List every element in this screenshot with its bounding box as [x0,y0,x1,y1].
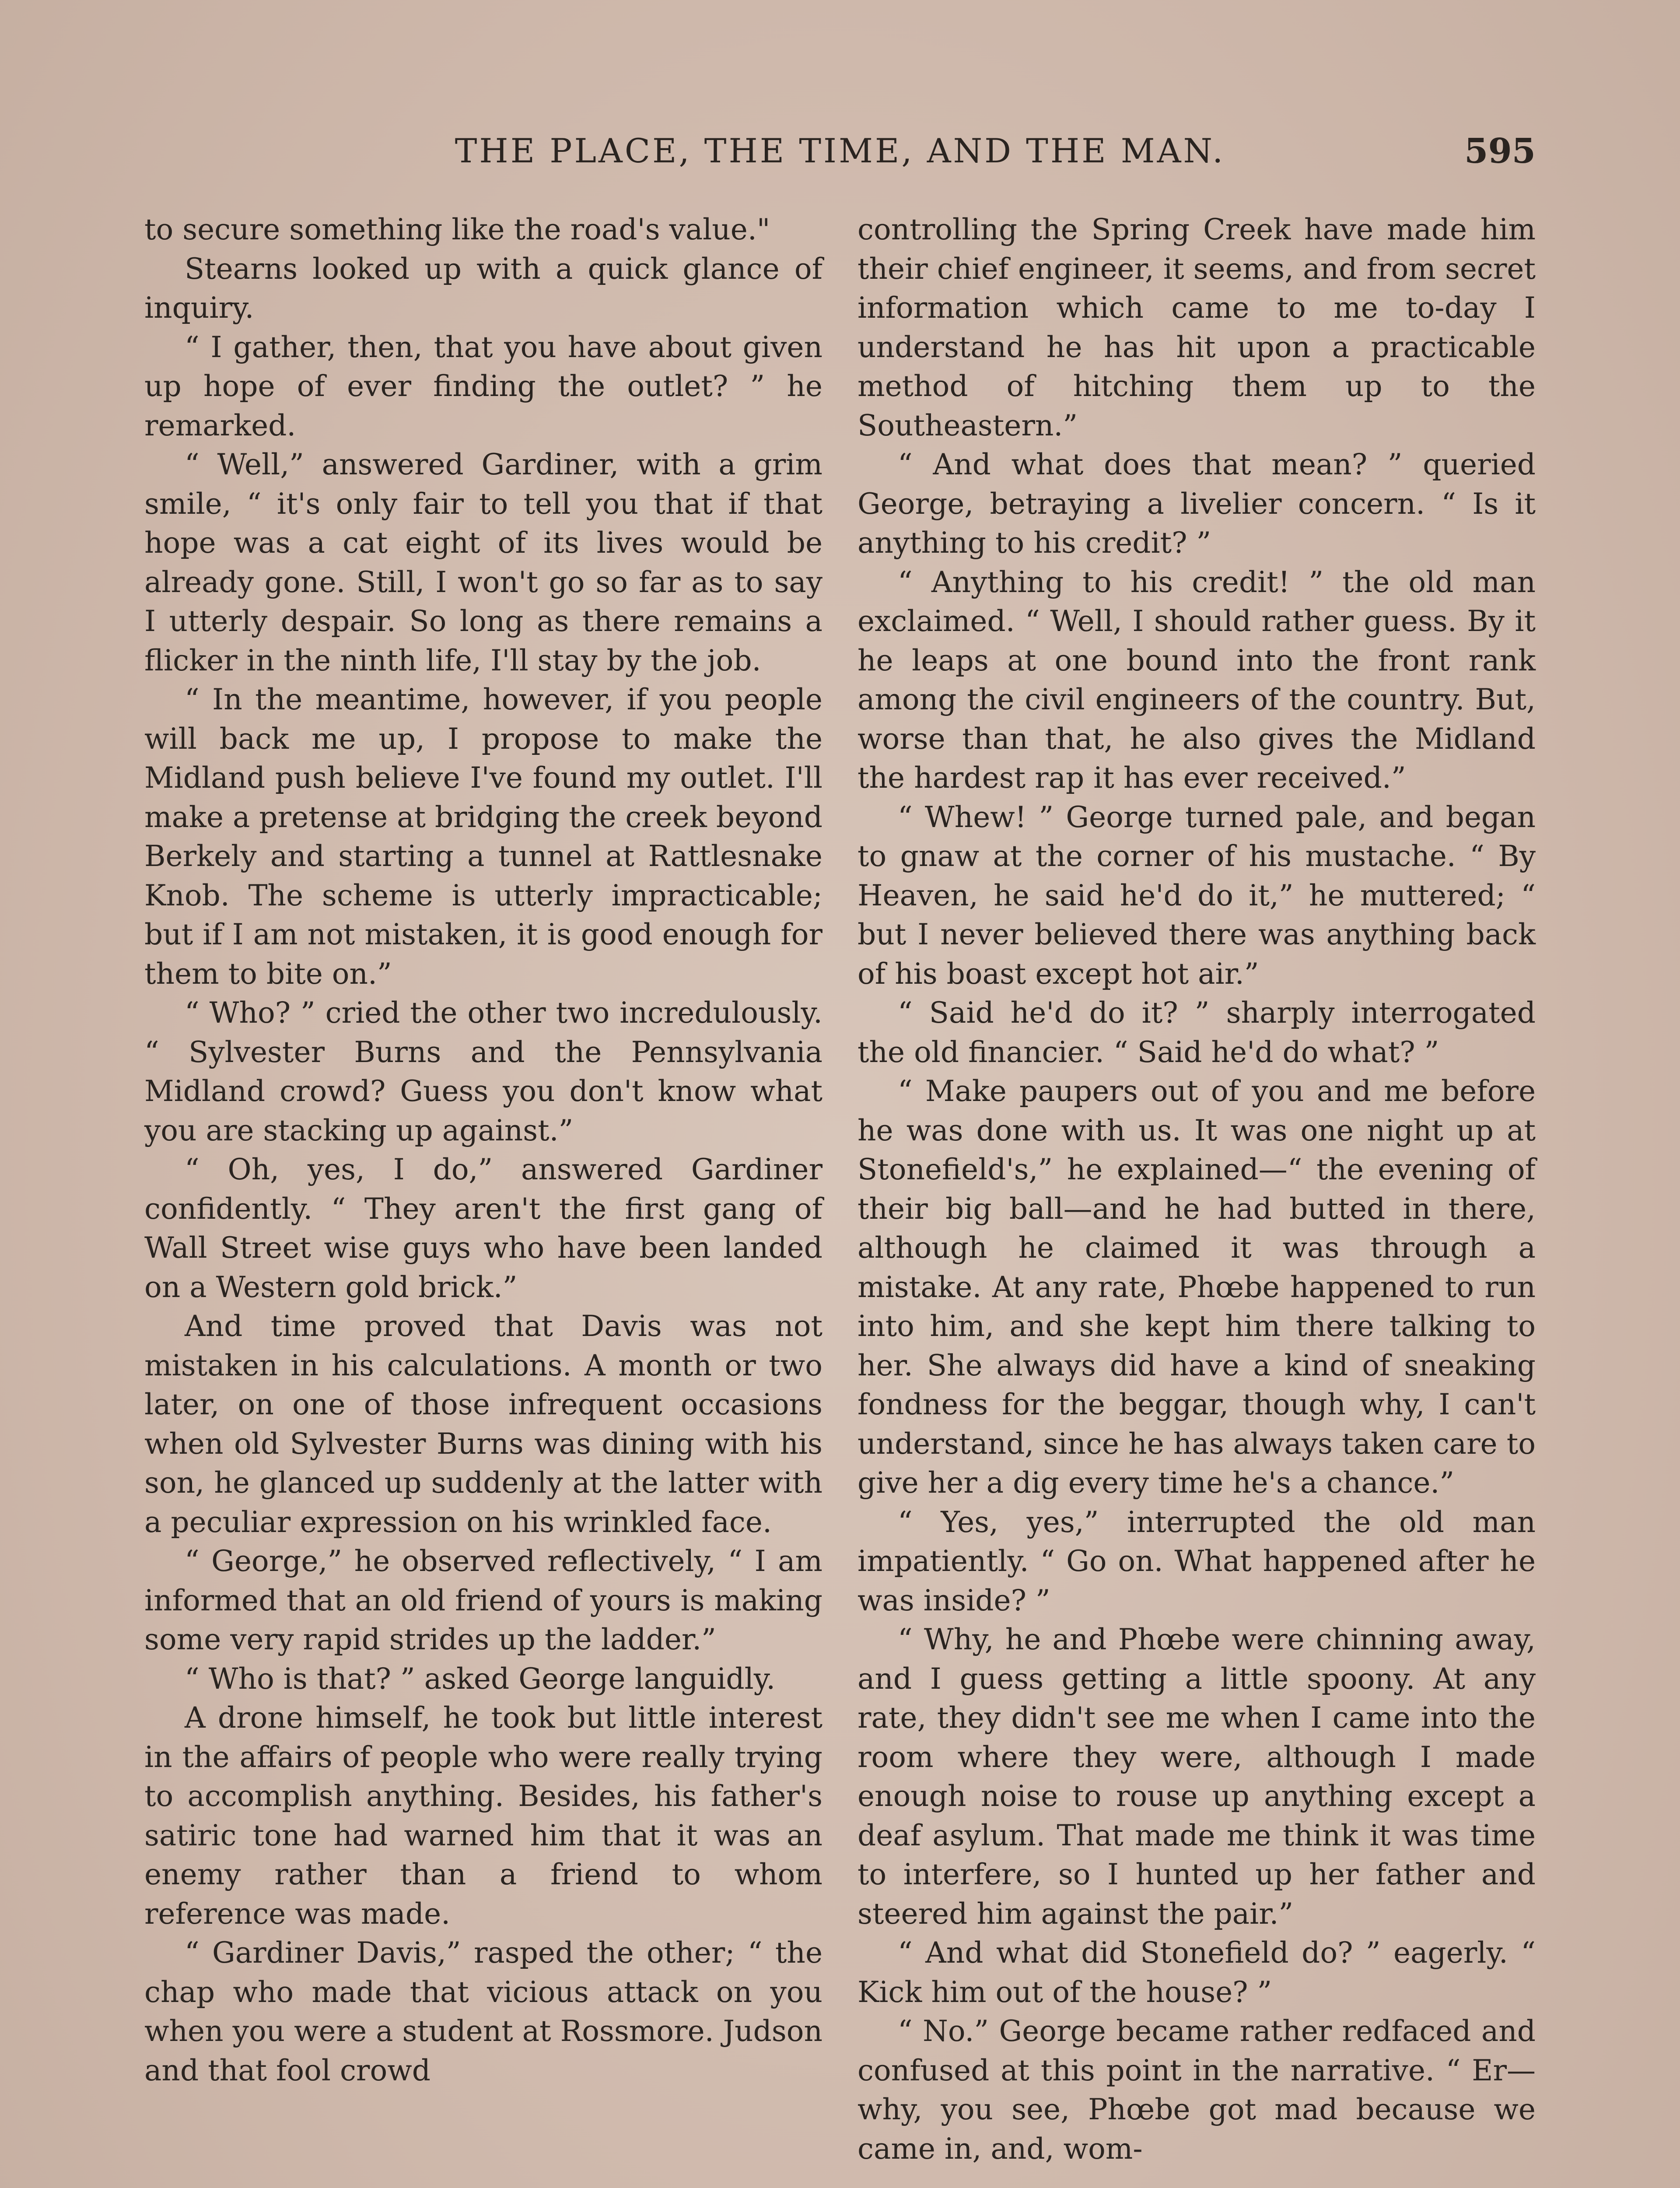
paragraph: “ Who? ” cried the other two incredulously. “ Sylvester Burns and the Pennsylvania Midland crowd? Guess you don't know what you are stacking up against.” [144,996,822,1147]
paragraph: “ Oh, yes, I do,” answered Gardiner confidently. “ They aren't the first gang of Wall Street wise guys who have been landed on a Western gold brick.” [144,1153,822,1304]
text-columns [144,210,1536,2188]
paragraph: “ I gather, then, that you have about given up hope of ever finding the outlet? ” he remarked. [144,330,822,442]
left-column [144,210,822,2188]
paragraph: “ No.” George became rather redfaced and confused at this point in the narrative. “ Er—why, you see, Phœbe got mad because we came in, and, wom- [858,2014,1536,2166]
paragraph: “ Yes, yes,” interrupted the old man impatiently. “ Go on. What happened after he was inside? ” [858,1505,1536,1617]
paragraph: “ And what did Stonefield do? ” eagerly. “ Kick him out of the house? ” [858,1936,1536,2009]
paragraph: controlling the Spring Creek have made him their chief engineer, it seems, and from secret information which came to me to-day I understand he has hit upon a practicable method of hitching them up to the Southeastern.” [858,213,1536,442]
paragraph: “ George,” he observed reflectively, “ I am informed that an old friend of yours is making some very rapid strides up the ladder.” [144,1544,822,1656]
page-header [144,131,1536,179]
paragraph: A drone himself, he took but little interest in the affairs of people who were really trying to accomplish anything. Besides, his father's satiric tone had warned him that it was an enemy rather than a friend to whom reference was made. [144,1701,822,1931]
paragraph: “ Anything to his credit! ” the old man exclaimed. “ Well, I should rather guess. By it he leaps at one bound into the front rank among the civil engineers of the country. But, worse than that, he also gives the Midland the hardest rap it has ever received.” [858,565,1536,795]
paragraph: “ And what does that mean? ” queried George, betraying a livelier concern. “ Is it anything to his credit? ” [858,448,1536,560]
paragraph: Stearns looked up with a quick glance of inquiry. [144,252,822,325]
paragraph: “ Make paupers out of you and me before he was done with us. It was one night up at Stonefield's,” he explained—“ the evening of their big ball—and he had butted in there, although he claimed it was through a mistake. At any rate, Phœbe happened to run into him, and she kept him there talking to her. She always did have a kind of sneaking fondness for the beggar, though why, I can't understand, since he has always taken care to give her a dig every time he's a chance.” [858,1074,1536,1500]
running-head: THE PLACE, THE TIME, AND THE MAN. [455,131,1225,170]
page-number: 595 [1464,131,1536,171]
paragraph: “ Why, he and Phœbe were chinning away, and I guess getting a little spoony. At any rate, they didn't see me when I came into the room where they were, although I made enough noise to rouse up anything except a deaf asylum. That made me think it was time to interfere, so I hunted up her father and steered him against the pair.” [858,1623,1536,1931]
paragraph: “ Said he'd do it? ” sharply interrogated the old financier. “ Said he'd do what? ” [858,996,1536,1069]
paragraph: “ Gardiner Davis,” rasped the other; “ the chap who made that vicious attack on you when you were a student at Rossmore. Judson and that fool crowd [144,1936,822,2087]
paragraph: And time proved that Davis was not mistaken in his calculations. A month or two later, on one of those infrequent occasions when old Sylvester Burns was dining with his son, he glanced up suddenly at the latter with a peculiar expression on his wrinkled face. [144,1309,822,1539]
paragraph: to secure something like the road's value." [144,213,770,246]
paragraph: “ Who is that? ” asked George languidly. [185,1662,776,1696]
paragraph: “ Whew! ” George turned pale, and began to gnaw at the corner of his mustache. “ By Heaven, he said he'd do it,” he muttered; “ but I never believed there was anything back of his boast except hot air.” [858,800,1536,991]
paragraph: “ Well,” answered Gardiner, with a grim smile, “ it's only fair to tell you that if that hope was a cat eight of its lives would be already gone. Still, I won't go so far as to say I utterly despair. So long as there remains a flicker in the ninth life, I'll stay by the job. [144,448,822,677]
paragraph: “ In the meantime, however, if you people will back me up, I propose to make the Midland push believe I've found my outlet. I'll make a pretense at bridging the creek beyond Berkely and starting a tunnel at Rattlesnake Knob. The scheme is utterly impracticable; but if I am not mistaken, it is good enough for them to bite on.” [144,683,823,991]
right-column [858,210,1536,2188]
